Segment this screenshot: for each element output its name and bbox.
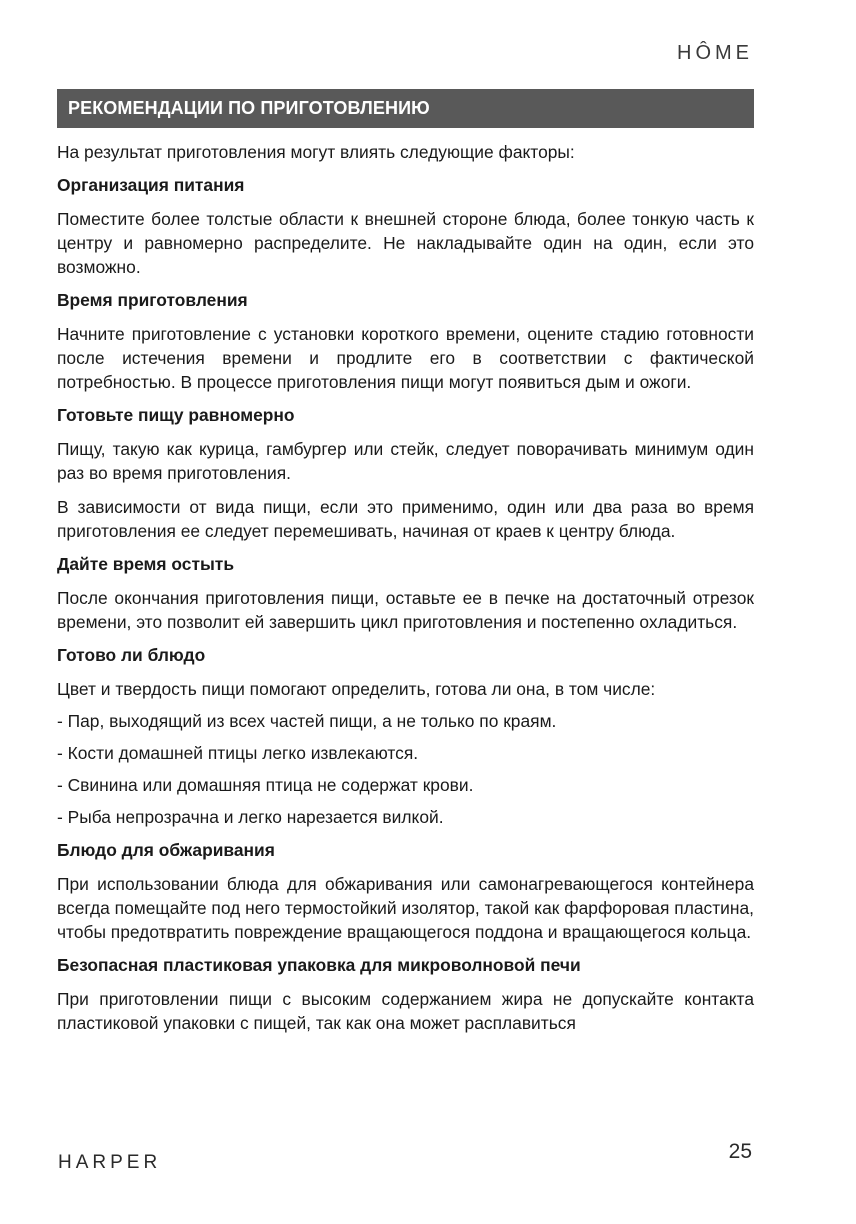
paragraph-organization: Поместите более толстые области к внешней стороне блюда, более тонкую часть к центру и равномерно распределите. Не накладывайте один на один, если это возможно.: [57, 209, 754, 277]
list-item: - Рыба непрозрачна и легко нарезается вилкой.: [57, 807, 444, 827]
paragraph-cook-evenly-1: Пищу, такую как курица, гамбургер или стейк, следует поворачивать минимум один раз во время приготовления.: [57, 439, 754, 483]
heading-cool-down: Дайте время остыть: [57, 554, 235, 574]
paragraph-doneness: Цвет и твердость пищи помогают определить, готова ли она, в том числе:: [57, 679, 656, 699]
paragraph-cool-down: После окончания приготовления пищи, оставьте ее в печке на достаточный отрезок времени, это позволит ей завершить цикл приготовления и постепенно охладиться.: [57, 588, 754, 632]
list-item: - Кости домашней птицы легко извлекаются.: [57, 743, 419, 763]
harper-logo: HARPER: [58, 1152, 162, 1173]
paragraph-browning-dish: При использовании блюда для обжаривания или самонагревающегося контейнера всегда помещайте под него термостойкий изолятор, такой как фарфоровая пластина, чтобы предотвратить повреждение вращающегося поддона и вращающегося кольца.: [57, 874, 754, 942]
heading-browning-dish: Блюдо для обжаривания: [57, 840, 275, 860]
heading-doneness: Готово ли блюдо: [57, 645, 206, 665]
intro-text: На результат приготовления могут влиять следующие факторы:: [57, 142, 575, 162]
paragraph-cooking-time: Начните приготовление с установки короткого времени, оцените стадию готовности после истечения времени и продлите его в соответствии с фактической потребностью. В процессе приготовления пищи могут появиться дым и ожоги.: [57, 324, 754, 392]
section-title-bar: [57, 89, 754, 128]
heading-cook-evenly: Готовьте пищу равномерно: [57, 405, 295, 425]
page-number: 25: [728, 1140, 752, 1163]
document-body: [57, 140, 754, 1035]
heading-cooking-time: Время приготовления: [57, 290, 248, 310]
list-item: - Свинина или домашняя птица не содержат крови.: [57, 775, 474, 795]
paragraph-cook-evenly-2: В зависимости от вида пищи, если это применимо, один или два раза во время приготовления ее следует перемешивать, начиная от краев к центру блюда.: [57, 497, 754, 541]
paragraph-safe-plastic: При приготовлении пищи с высоким содержанием жира не допускайте контакта пластиковой упаковки с пищей, так как она может расплавиться: [57, 989, 754, 1033]
home-logo: HÔME: [677, 42, 753, 64]
section-title: РЕКОМЕНДАЦИИ ПО ПРИГОТОВЛЕНИЮ: [68, 98, 430, 118]
list-item: - Пар, выходящий из всех частей пищи, а не только по краям.: [57, 711, 557, 731]
heading-safe-plastic: Безопасная пластиковая упаковка для микроволновой печи: [57, 955, 581, 975]
heading-organization: Организация питания: [57, 175, 245, 195]
